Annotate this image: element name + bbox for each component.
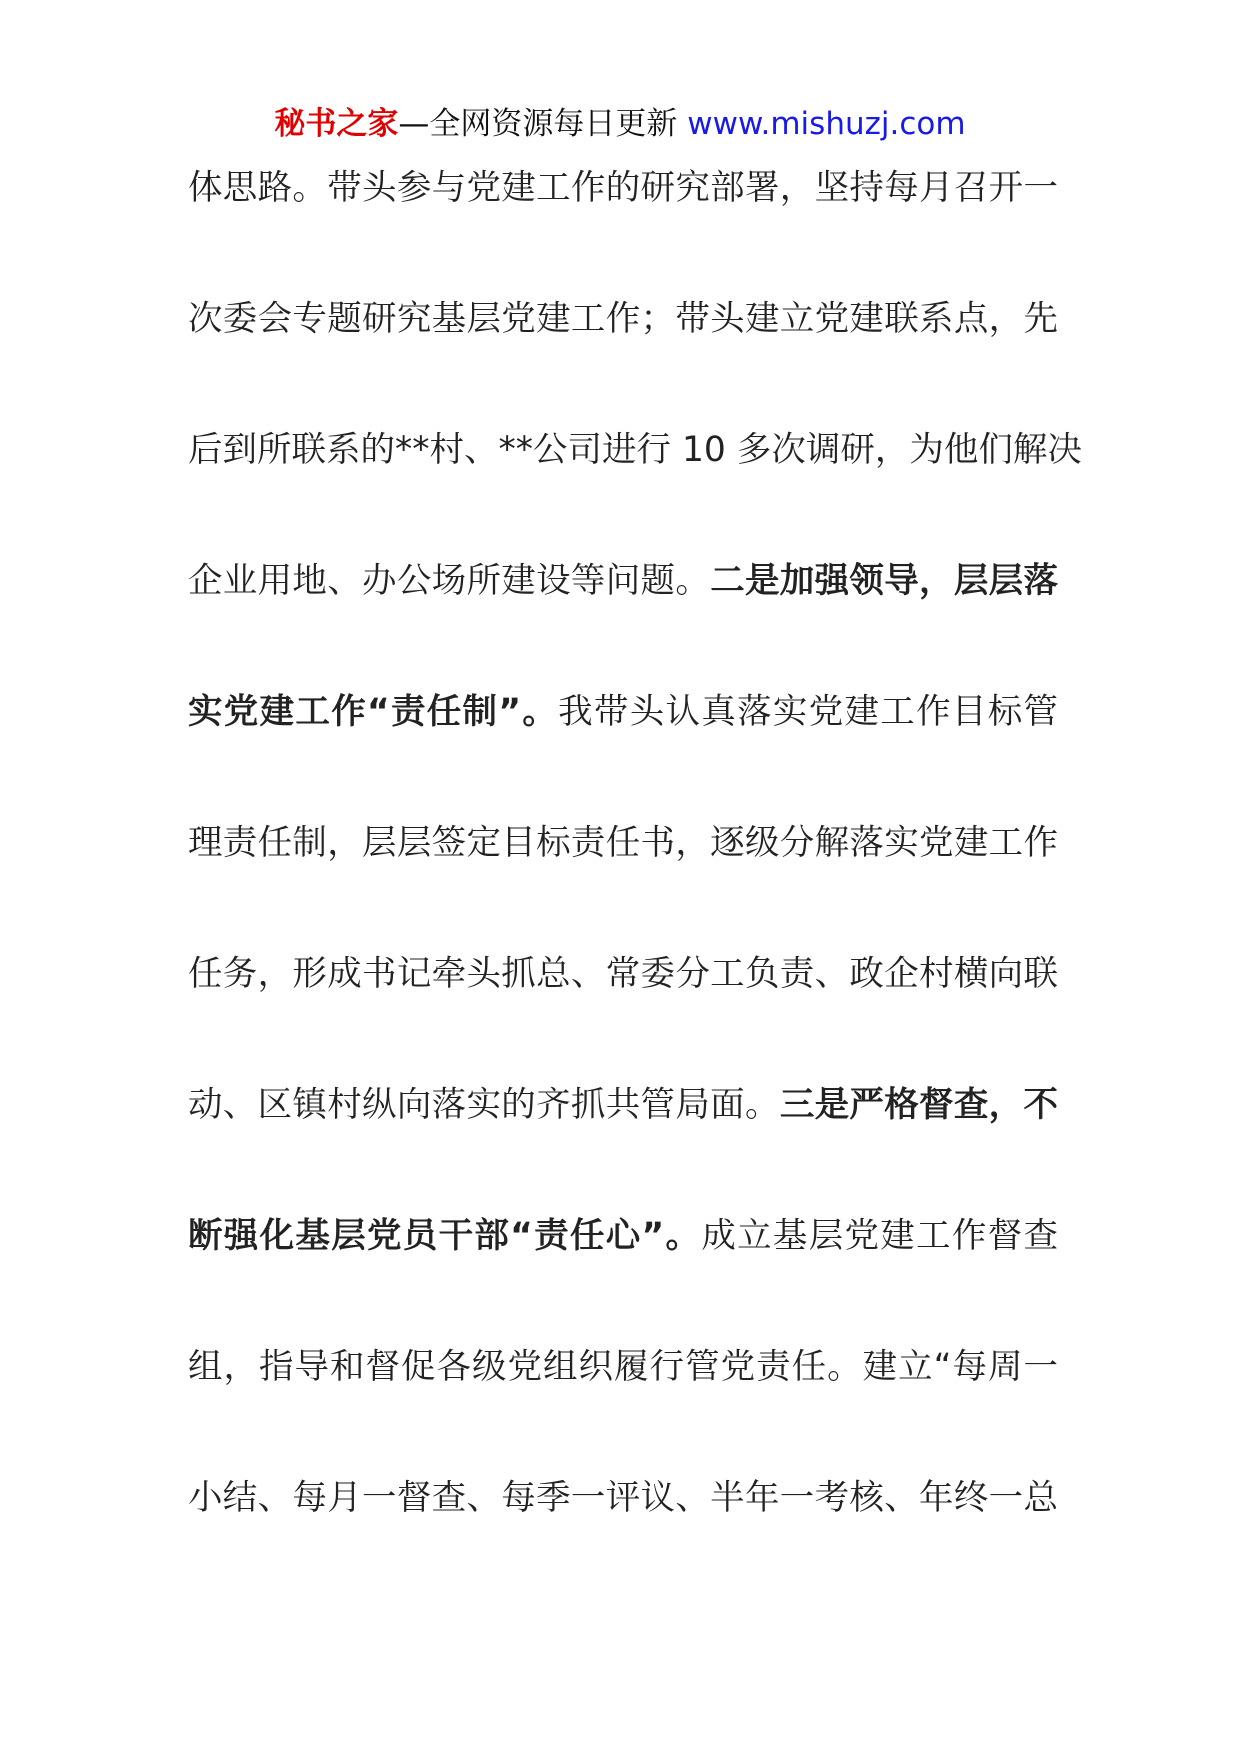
bold-heading-run: 二是加强领导，层层落 <box>710 561 1058 601</box>
bold-heading-run: 三是严格督查，不 <box>779 1085 1058 1125</box>
text-run: 企业用地、办公场所建设等问题。 <box>188 561 711 601</box>
document-body <box>188 160 1082 1601</box>
text-line-11 <box>188 1470 1058 1601</box>
text-run: 任务，形成书记牵头抓总、常委分工负责、政企村横向联 <box>188 954 1058 994</box>
text-line-5 <box>188 684 1058 815</box>
text-line-10 <box>188 1339 1058 1470</box>
text-line-9 <box>188 1208 1058 1339</box>
site-url-link[interactable]: www.mishuzj.com <box>687 106 966 142</box>
text-run: 次委会专题研究基层党建工作；带头建立党建联系点，先 <box>188 299 1058 339</box>
text-line-7 <box>188 946 1058 1077</box>
text-run: 成立基层党建工作督查 <box>701 1216 1058 1256</box>
text-run: 组，指导和督促各级党组织履行管党责任。建立“每周一 <box>188 1347 1058 1387</box>
text-line-2 <box>188 291 1058 422</box>
text-run: 我带头认真落实党建工作目标管 <box>558 692 1058 732</box>
bold-heading-run: 断强化基层党员干部“责任心”。 <box>188 1216 702 1256</box>
text-line-4 <box>188 553 1058 684</box>
text-run: 小结、每月一督查、每季一评议、半年一考核、年终一总 <box>188 1478 1058 1518</box>
text-run: 后到所联系的**村、**公司进行 10 多次调研，为他们解决 <box>188 430 1082 470</box>
text-run: 理责任制，层层签定目标责任书，逐级分解落实党建工作 <box>188 823 1058 863</box>
text-line-8 <box>188 1077 1058 1208</box>
text-line-3 <box>188 422 1082 553</box>
text-run: 体思路。带头参与党建工作的研究部署，坚持每月召开一 <box>188 168 1058 208</box>
text-line-6 <box>188 815 1058 946</box>
site-brand: 秘书之家 <box>274 106 399 142</box>
site-tagline: —全网资源每日更新 <box>398 106 678 142</box>
text-run: 动、区镇村纵向落实的齐抓共管局面。 <box>188 1085 780 1125</box>
text-line-1 <box>188 160 1058 291</box>
bold-heading-run: 实党建工作“责任制”。 <box>188 692 559 732</box>
page-header <box>0 100 1240 148</box>
